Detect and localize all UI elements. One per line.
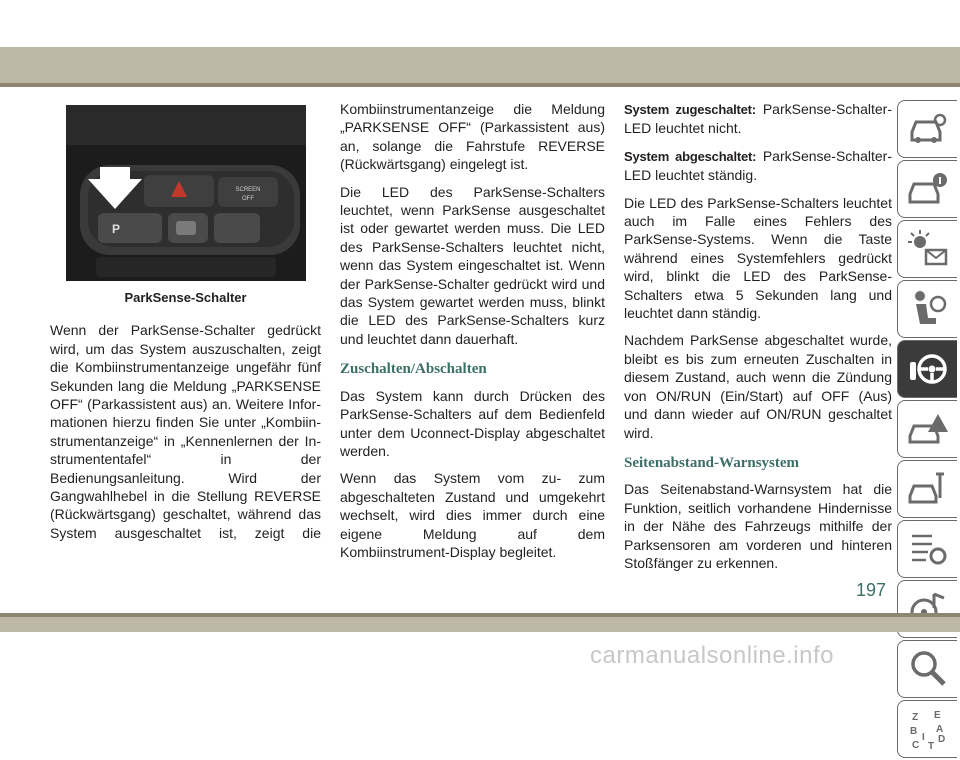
column-2	[340, 100, 605, 570]
svg-text:B: B	[909, 726, 917, 737]
column-3	[624, 100, 892, 581]
status-text: ParkSense-Schalter-LED leuchtet nicht.	[624, 101, 892, 137]
steering-wheel-icon	[906, 348, 950, 390]
console-illustration	[66, 105, 306, 281]
tab-steering-wheel[interactable]	[897, 340, 957, 398]
footer-band	[0, 617, 960, 632]
svg-text:D: D	[937, 734, 945, 745]
screen-label: SCREEN	[235, 187, 261, 193]
index-icon	[906, 708, 950, 750]
tab-warning-lights[interactable]	[897, 220, 957, 278]
paragraph: Das System kann durch Drücken des ParkSense-Schalters auf dem Bedienfeld unter dem Uconnect-Display abgeschaltet werden.	[340, 387, 605, 459]
parksense-switch-photo	[66, 105, 306, 281]
svg-text:E: E	[933, 710, 941, 721]
paragraph: Kombiinstrumentanzeige die Meldung „PARKSENSE OFF“ (Parkassistent aus) an, solange die Fahrstufe REVERSE (Rückwärtsgang) eingelegt ist.	[340, 101, 605, 173]
paragraph: Das Seitenabstand-Warnsystem hat die Funktion, seitlich vorhandene Hindernisse in der Nähe des Fahrzeugs mithilfe der Parksensoren am vorderen und hinteren Stoßfänger zu erkennen.	[624, 481, 892, 571]
status-label: System abgeschaltet:	[624, 148, 757, 164]
status-paragraph	[624, 100, 892, 138]
tab-magnifier[interactable]	[897, 640, 957, 698]
paragraph: Nachdem ParkSense abgeschaltet wurde, bleibt es bis zum erneuten Zuschalten in diesem Zustand, auch wenn die Zündung von ON/RUN (Ein/Start) auf OFF (Aus) und dann wieder auf ON/RUN geschaltet wird.	[624, 332, 892, 441]
figure-caption: ParkSense-Schalter	[124, 290, 247, 305]
header-band	[0, 47, 960, 83]
warning-triangle-icon	[906, 408, 950, 450]
tab-car-wrench[interactable]	[897, 460, 957, 518]
svg-text:T: T	[927, 741, 934, 752]
tab-car-info[interactable]	[897, 160, 957, 218]
status-label: System zugeschaltet:	[624, 102, 756, 117]
tab-spec-list[interactable]	[897, 520, 957, 578]
svg-text:I: I	[921, 732, 925, 743]
svg-text:C: C	[911, 740, 919, 751]
warning-lights-icon	[906, 228, 950, 270]
status-text: ParkSense-Schalter-LED leuchtet ständig.	[624, 147, 892, 184]
header-rule	[0, 83, 960, 87]
svg-text:A: A	[935, 724, 943, 735]
svg-text:Z: Z	[911, 712, 918, 723]
watermark: carmanualsonline.info	[590, 642, 834, 669]
column-1	[50, 100, 321, 551]
tab-seat-airbag[interactable]	[897, 280, 957, 338]
car-key-icon	[906, 108, 950, 150]
magnifier-icon	[906, 648, 950, 690]
chapter-tabs	[897, 100, 957, 760]
tab-index[interactable]	[897, 700, 957, 758]
car-wrench-icon	[906, 468, 950, 510]
tab-warning-triangle[interactable]	[897, 400, 957, 458]
seat-airbag-icon	[906, 288, 950, 330]
paragraph: Wenn das System vom zu- zum abgeschalteten Zustand und umgekehrt wechselt, wird dies immer durch eine eigene Meldung auf dem Kombiinstrument-Display begleitet.	[340, 470, 605, 560]
section-heading: Seitenabstand-Warnsystem	[624, 454, 800, 471]
svg-text:P: P	[112, 222, 121, 236]
page-number: 197	[856, 580, 887, 600]
paragraph: Die LED des ParkSense-Schalters leuchtet, wenn ParkSense ausgeschaltet ist oder gewartet werden muss. Die LED des ParkSense-Schalters leuchtet nicht, wenn das System eingeschaltet ist. Wenn der ParkSense-Schalter gedrückt wird und das System gewartet werden muss, blinkt die LED des ParkSense-Schalters kurz und leuchtet dann dauerhaft.	[340, 183, 605, 347]
top-margin	[0, 0, 960, 46]
tab-car-key[interactable]	[897, 100, 957, 158]
spec-list-icon	[906, 528, 950, 570]
section-heading: Zuschalten/Abschalten	[340, 361, 487, 378]
paragraph: Wenn der ParkSense-Schalter gedrückt wird, um das System auszuschalten, zeigt die Kombiinstrumentanzeige ungefähr fünf Sekunden lang die Meldung „PARKSENSE OFF“ (Parkassistent aus) an. Weitere Informationen hierzu finden Sie unter „Kombiinstrumentanzeige“ in „Kennenlernen der Instrumententafel“ in der Bedienungsanleitung. Wird der Gangwahlhebel in die Stellung REVERSE (Rückwärtsgang) geschaltet, während das System ausgeschaltet ist, zeigt die	[50, 322, 321, 541]
status-paragraph	[624, 147, 892, 185]
car-info-icon	[906, 168, 950, 210]
paragraph: Die LED des ParkSense-Schalters leuchtet auch im Falle eines Fehlers des ParkSense-Systems. Wenn die Taste während eines Systemfehlers gedrückt wird, blinkt die LED des ParkSense-Schalters etwa 5 Sekunden lang und leuchtet dann ständig.	[624, 194, 892, 322]
screen-off-label: OFF	[242, 196, 254, 202]
